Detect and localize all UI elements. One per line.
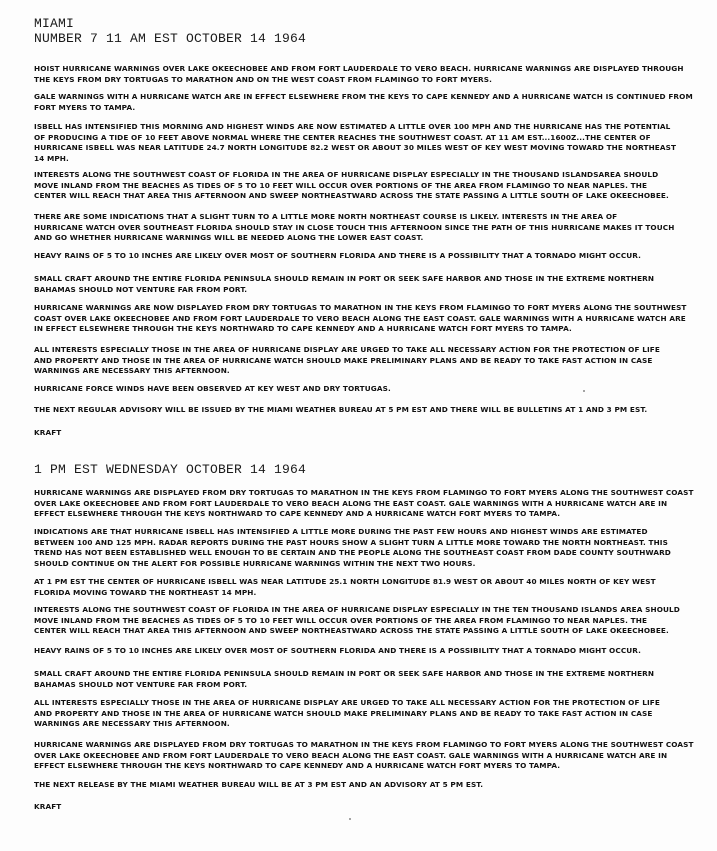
s1-paragraph-9: ALL INTERESTS ESPECIALLY THOSE IN THE AREA OF HURRICANE DISPLAY ARE URGED TO TAKE ALL NECESSARY ACTION FOR THE PROTECTION OF LIFE AND PROPERTY AND THOSE IN THE AREA OF HURRICANE WATCH SHOULD MAKE PRELIMINARY PLANS AND BE READY TO TAKE FAST ACTION IN CASE WARNINGS ARE NECESSARY THIS AFTERNOON. [34,345,660,376]
s2-paragraph-3: AT 1 PM EST THE CENTER OF HURRICANE ISBELL WAS NEAR LATITUDE 25.1 NORTH LONGITUDE 81.9 WEST OR ABOUT 40 MILES NORTH OF KEY WEST FLORIDA MOVING TOWARD THE NORTHEAST 14 MPH. [34,577,656,597]
s2-paragraph-9: THE NEXT RELEASE BY THE MIAMI WEATHER BUREAU WILL BE AT 3 PM EST AND AN ADVISORY AT 5 PM EST. [34,780,484,789]
s2-paragraph-7: ALL INTERESTS ESPECIALLY THOSE IN THE AREA OF HURRICANE DISPLAY ARE URGED TO TAKE ALL NECESSARY ACTION FOR THE PROTECTION OF LIFE AND PROPERTY AND THOSE IN THE AREA OF HURRICANE WATCH SHOULD MAKE PRELIMINARY PLANS AND BE READY TO TAKE FAST ACTION IN CASE WARNINGS ARE NECESSARY THIS AFTERNOON. [34,698,660,729]
s1-paragraph-5: THERE ARE SOME INDICATIONS THAT A SLIGHT TURN TO A LITTLE MORE NORTH NORTHEAST COURSE IS LIKELY. INTERESTS IN THE AREA OF HURRICANE WATCH OVER SOUTHEAST FLORIDA SHOULD STAY IN CLOSE TOUCH THIS AFTERNOON SINCE THE PATH OF THIS HURRICANE MAKES IT TOUCH AND GO WHETHER HURRICANE WARNINGS WILL BE NEEDED ALONG THE LOWER EAST COAST. [34,212,675,243]
s2-signature: KRAFT [34,802,62,811]
s1-paragraph-7: SMALL CRAFT AROUND THE ENTIRE FLORIDA PENINSULA SHOULD REMAIN IN PORT OR SEEK SAFE HARBOR AND THOSE IN THE EXTREME NORTHERN BAHAMAS SHOULD NOT VENTURE FAR FROM PORT. [34,274,655,294]
s1-signature: KRAFT [34,428,62,437]
s1-paragraph-6: HEAVY RAINS OF 5 TO 10 INCHES ARE LIKELY OVER MOST OF SOUTHERN FLORIDA AND THERE IS A POSSIBILITY THAT A TORNADO MIGHT OCCUR. [34,251,642,260]
s1-paragraph-8: HURRICANE WARNINGS ARE NOW DISPLAYED FROM DRY TORTUGAS TO MARATHON IN THE KEYS FROM FLAMINGO TO FORT MYERS ALONG THE SOUTHWEST COAST OVER LAKE OKEECHOBEE AND FROM FORT LAUDERDALE TO VERO BEACH ALONG THE EAST COAST. GALE WARNINGS WITH A HURRICANE WATCH ARE IN EFFECT ELSEWHERE THROUGH THE KEYS NORTHWARD TO CAPE KENNEDY AND A HURRICANE WATCH FORT MYERS TO TAMPA. [34,303,687,334]
s1-paragraph-1: HOIST HURRICANE WARNINGS OVER LAKE OKEECHOBEE AND FROM FORT LAUDERDALE TO VERO BEACH. HURRICANE WARNINGS ARE DISPLAYED THROUGH THE KEYS FROM DRY TORTUGAS TO MARATHON AND ON THE WEST COAST FROM FLAMINGO TO FORT MYERS. [34,64,684,84]
s1-paragraph-3: ISBELL HAS INTENSIFIED THIS MORNING AND HIGHEST WINDS ARE NOW ESTIMATED A LITTLE OVER 100 MPH AND THE HURRICANE HAS THE POTENTIAL OF PRODUCING A TIDE OF 10 FEET ABOVE NORMAL WHERE THE CENTER REACHES THE SOUTHWEST COAST. AT 11 AM EST...1600Z...THE CENTER OF HURRICANE ISBELL WAS NEAR LATITUDE 24.7 NORTH LONGITUDE 82.2 WEST OR ABOUT 30 MILES WEST OF KEY WEST MOVING TOWARD THE NORTHEAST 14 MPH. [34,122,677,163]
s2-paragraph-4: INTERESTS ALONG THE SOUTHWEST COAST OF FLORIDA IN THE AREA OF HURRICANE DISPLAY ESPECIALLY IN THE TEN THOUSAND ISLANDS AREA SHOULD MOVE INLAND FROM THE BEACHES AS TIDES OF 5 TO 10 FEET WILL OCCUR OVER PORTIONS OF THE AREA FROM FLAMINGO TO NEAR NAPLES. THE CENTER WILL REACH THAT AREA THIS AFTERNOON AND SWEEP NORTHEASTWARD ACROSS THE STATE PASSING A LITTLE SOUTH OF LAKE OKEECHOBEE. [34,605,680,636]
s2-paragraph-1: HURRICANE WARNINGS ARE DISPLAYED FROM DRY TORTUGAS TO MARATHON IN THE KEYS FROM FLAMINGO TO FORT MYERS ALONG THE SOUTHWEST COAST OVER LAKE OKEECHOBEE AND FROM FORT LAUDERDALE TO VERO BEACH ALONG THE EAST COAST. GALE WARNINGS WITH A HURRICANE WATCH ARE IN EFFECT ELSEWHERE THROUGH THE KEYS NORTHWARD TO CAPE KENNEDY AND A HURRICANE WATCH FORT MYERS TO TAMPA. [34,488,694,519]
s2-paragraph-2: INDICATIONS ARE THAT HURRICANE ISBELL HAS INTENSIFIED A LITTLE MORE DURING THE PAST FEW HOURS AND HIGHEST WINDS ARE ESTIMATED BETWEEN 100 AND 125 MPH. RADAR REPORTS DURING THE PAST HOURS SHOW A SLIGHT TURN A LITTLE MORE TOWARD THE NORTH NORTHEAST. THIS TREND HAS NOT BEEN ESTABLISHED WELL ENOUGH TO BE CERTAIN AND THE PEOPLE ALONG THE SOUTHEAST COAST FROM DADE COUNTY SOUTHWARD SHOULD CONTINUE ON THE ALERT FOR POSSIBLE HURRICANE WARNINGS WITHIN THE NEXT TWO HOURS. [34,527,671,568]
s1-paragraph-11: THE NEXT REGULAR ADVISORY WILL BE ISSUED BY THE MIAMI WEATHER BUREAU AT 5 PM EST AND THERE WILL BE BULLETINS AT 1 AND 3 PM EST. [34,405,648,414]
s2-paragraph-8: HURRICANE WARNINGS ARE DISPLAYED FROM DRY TORTUGAS TO MARATHON IN THE KEYS FROM FLAMINGO TO FORT MYERS ALONG THE SOUTHWEST COAST OVER LAKE OKEECHOBEE AND FROM FORT LAUDERDALE TO VERO BEACH ALONG THE EAST COAST. GALE WARNINGS WITH A HURRICANE WATCH ARE IN EFFECT ELSEWHERE THROUGH THE KEYS NORTHWARD TO CAPE KENNEDY AND A HURRICANE WATCH FORT MYERS TO TAMPA. [34,740,694,771]
s2-paragraph-5: HEAVY RAINS OF 5 TO 10 INCHES ARE LIKELY OVER MOST OF SOUTHERN FLORIDA AND THERE IS A POSSIBILITY THAT A TORNADO MIGHT OCCUR. [34,646,642,655]
paper-speck [349,818,351,820]
bulletin-heading-2: 1 PM EST WEDNESDAY OCTOBER 14 1964 [34,462,307,477]
s1-paragraph-2: GALE WARNINGS WITH A HURRICANE WATCH ARE IN EFFECT ELSEWHERE FROM THE KEYS TO CAPE KENNEDY AND A HURRICANE WATCH IS CONTINUED FROM FORT MYERS TO TAMPA. [34,92,693,112]
s1-paragraph-10: HURRICANE FORCE WINDS HAVE BEEN OBSERVED AT KEY WEST AND DRY TORTUGAS. [34,384,391,393]
s1-paragraph-4: INTERESTS ALONG THE SOUTHWEST COAST OF FLORIDA IN THE AREA OF HURRICANE DISPLAY ESPECIALLY IN THE THOUSAND ISLANDSAREA SHOULD MOVE INLAND FROM THE BEACHES AS TIDES OF 5 TO 10 FEET WILL OCCUR OVER PORTIONS OF THE AREA FROM FLAMINGO TO NEAR NAPLES. THE CENTER WILL REACH THAT AREA THIS AFTERNOON AND SWEEP NORTHEASTWARD ACROSS THE STATE PASSING A LITTLE SOUTH OF LAKE OKEECHOBEE. [34,170,669,201]
s2-paragraph-6: SMALL CRAFT AROUND THE ENTIRE FLORIDA PENINSULA SHOULD REMAIN IN PORT OR SEEK SAFE HARBOR AND THOSE IN THE EXTREME NORTHERN BAHAMAS SHOULD NOT VENTURE FAR FROM PORT. [34,669,655,689]
paper-speck [583,390,585,392]
bulletin-heading: NUMBER 7 11 AM EST OCTOBER 14 1964 [34,31,307,46]
station-heading: MIAMI [34,16,75,31]
